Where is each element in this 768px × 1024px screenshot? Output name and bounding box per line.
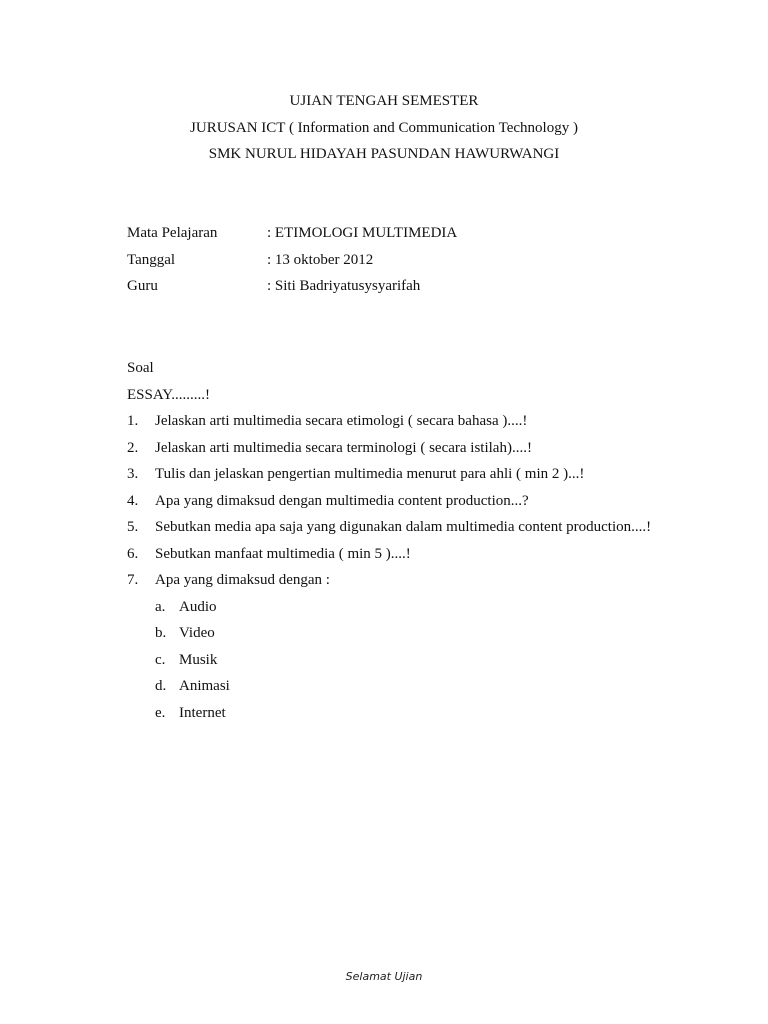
- exam-title: UJIAN TENGAH SEMESTER: [289, 93, 479, 109]
- info-row-date: [127, 247, 687, 274]
- info-label: Mata Pelajaran: [127, 225, 218, 241]
- question-number: 2.: [127, 439, 139, 456]
- question-item: [127, 461, 727, 488]
- school-name: SMK NURUL HIDAYAH PASUNDAN HAWURWANGI: [208, 146, 560, 162]
- question-item: [127, 488, 727, 515]
- info-label: Tanggal: [127, 251, 176, 268]
- sub-item: [127, 700, 727, 727]
- question-item: [127, 514, 727, 541]
- question-text: Jelaskan arti multimedia secara etimologi ( secara bahasa )....!: [155, 413, 528, 429]
- question-item: [127, 567, 727, 594]
- department-line: JURUSAN ICT ( Information and Communication Technology ): [190, 119, 578, 136]
- footer-text: Selamat Ujian: [345, 970, 423, 983]
- sub-item-text: Internet: [179, 704, 226, 721]
- question-text: Apa yang dimaksud dengan :: [155, 572, 330, 588]
- question-item: [127, 408, 727, 435]
- question-number: 5.: [127, 519, 139, 535]
- info-value: : ETIMOLOGI MULTIMEDIA: [267, 225, 458, 241]
- exam-info: [127, 220, 687, 300]
- question-number: 1.: [127, 413, 139, 429]
- essay-label: ESSAY.........!: [127, 386, 210, 403]
- sub-item: [127, 647, 727, 674]
- question-number: 7.: [127, 572, 139, 588]
- sub-item: [127, 594, 727, 621]
- sub-item-letter: b.: [155, 625, 167, 641]
- question-text: Tulis dan jelaskan pengertian multimedia menurut para ahli ( min 2 )...!: [155, 466, 585, 482]
- info-row-teacher: [127, 273, 687, 300]
- sub-item-text: Audio: [179, 598, 217, 615]
- sub-item-text: Animasi: [179, 678, 230, 694]
- question-number: 4.: [127, 492, 139, 509]
- sub-item-letter: a.: [155, 598, 166, 615]
- exam-header: [0, 88, 768, 168]
- info-value: : 13 oktober 2012: [267, 251, 374, 268]
- info-label: Guru: [127, 278, 158, 294]
- info-row-subject: [127, 220, 687, 247]
- question-number: 3.: [127, 466, 139, 482]
- question-number: 6.: [127, 545, 139, 562]
- question-text: Apa yang dimaksud dengan multimedia content production...?: [155, 492, 529, 509]
- sub-item-text: Musik: [179, 651, 218, 668]
- question-text: Sebutkan manfaat multimedia ( min 5 )....!: [155, 545, 411, 562]
- question-item: [127, 541, 727, 568]
- section-title: Soal: [127, 360, 154, 376]
- info-value: : Siti Badriyatusysyarifah: [267, 278, 421, 294]
- question-text: Jelaskan arti multimedia secara terminologi ( secara istilah)....!: [155, 439, 532, 456]
- sub-item-letter: d.: [155, 678, 167, 694]
- sub-item: [127, 673, 727, 700]
- sub-item-letter: e.: [155, 704, 166, 721]
- sub-item: [127, 620, 727, 647]
- question-item: [127, 435, 727, 462]
- question-text: Sebutkan media apa saja yang digunakan dalam multimedia content production....!: [155, 519, 652, 535]
- sub-item-text: Video: [179, 625, 215, 641]
- sub-item-letter: c.: [155, 651, 166, 668]
- questions-section: [127, 355, 727, 726]
